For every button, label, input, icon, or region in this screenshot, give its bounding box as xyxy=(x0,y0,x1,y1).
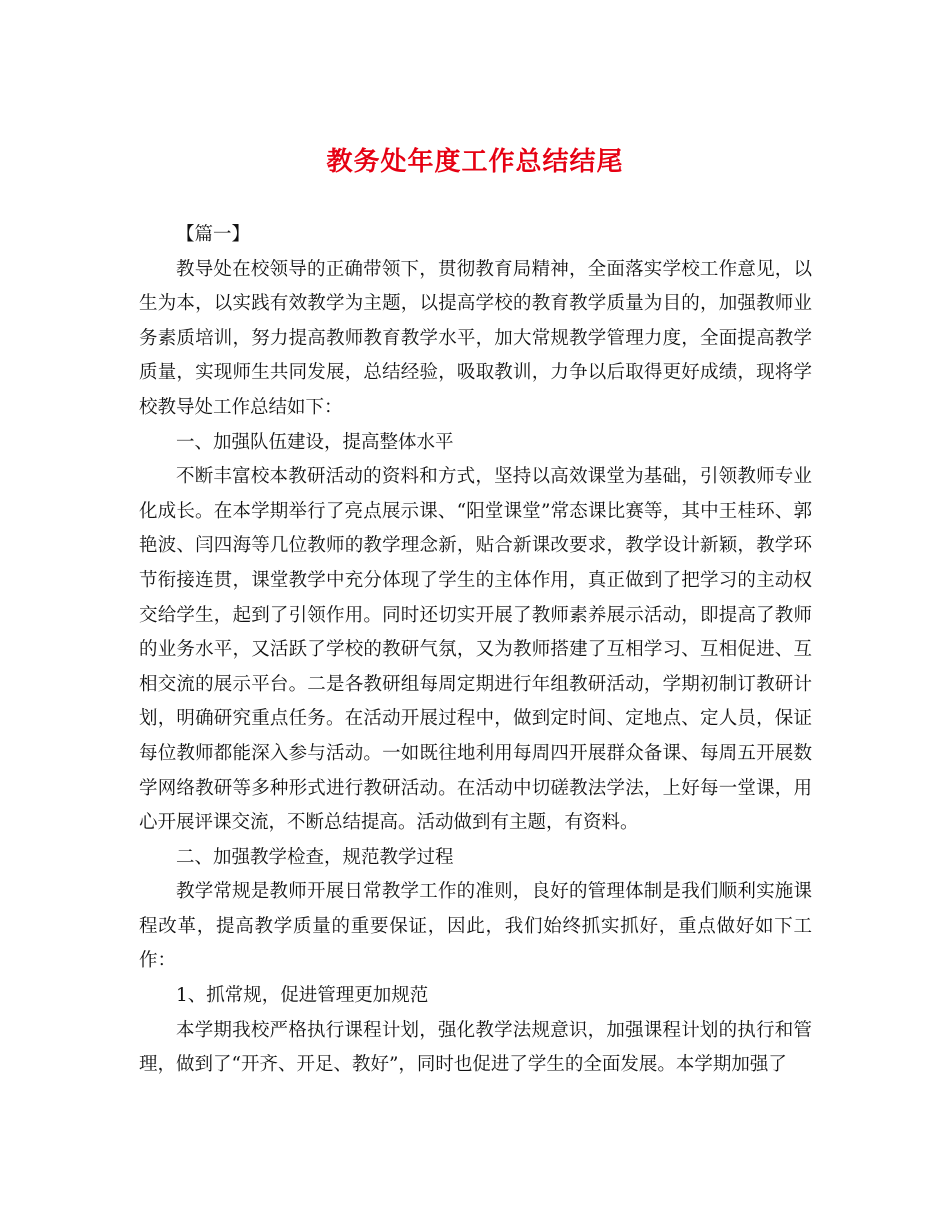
section-heading: 二、加强教学检查，规范教学过程 xyxy=(176,846,454,868)
subsection-heading: 1、抓常规，促进管理更加规范 xyxy=(176,985,429,1007)
section-heading: 一、加强队伍建设，提高整体水平 xyxy=(176,431,454,453)
body-paragraph: 教学常规是教师开展日常教学工作的准则，良好的管理体制是我们顺利实施课程改革，提高教学质量的重要保证，因此，我们始终抓实抓好，重点做好如下工作： xyxy=(139,881,812,972)
body-paragraph: 教导处在校领导的正确带领下，贯彻教育局精神，全面落实学校工作意见，以生为本，以实践有效教学为主题，以提高学校的教育教学质量为目的，加强教师业务素质培训，努力提高教师教育教学水平，加大常规教学管理力度，全面提高教学质量，实现师生共同发展，总结经验，吸取教训，力争以后取得更好成绩，现将学校教导处工作总结如下： xyxy=(139,258,812,418)
document-body xyxy=(139,218,812,1083)
body-paragraph: 本学期我校严格执行课程计划，强化教学法规意识，加强课程计划的执行和管理，做到了“开齐、开足、教好”，同时也促进了学生的全面发展。本学期加强了 xyxy=(139,1019,812,1076)
section-label: 【篇一】 xyxy=(176,224,251,245)
document-title: 教务处年度工作总结结尾 xyxy=(326,147,624,177)
body-paragraph: 不断丰富校本教研活动的资料和方式，坚持以高效课堂为基础，引领教师专业化成长。在本学期举行了亮点展示课、“阳堂课堂”常态课比赛等，其中王桂环、郭艳波、闫四海等几位教师的教学理念新，贴合新课改要求，教学设计新颖，教学环节衔接连贯，课堂教学中充分体现了学生的主体作用，真正做到了把学习的主动权交给学生，起到了引领作用。同时还切实开展了教师素养展示活动，即提高了教师的业务水平，又活跃了学校的教研气氛，又为教师搭建了互相学习、互相促进、互相交流的展示平台。二是各教研组每周定期进行年组教研活动，学期初制订教研计划，明确研究重点任务。在活动开展过程中，做到定时间、定地点、定人员，保证每位教师都能深入参与活动。一如既往地利用每周四开展群众备课、每周五开展数学网络教研等多种形式进行教研活动。在活动中切磋教法学法，上好每一堂课，用心开展评课交流，不断总结提高。活动做到有主题，有资料。 xyxy=(139,466,812,834)
